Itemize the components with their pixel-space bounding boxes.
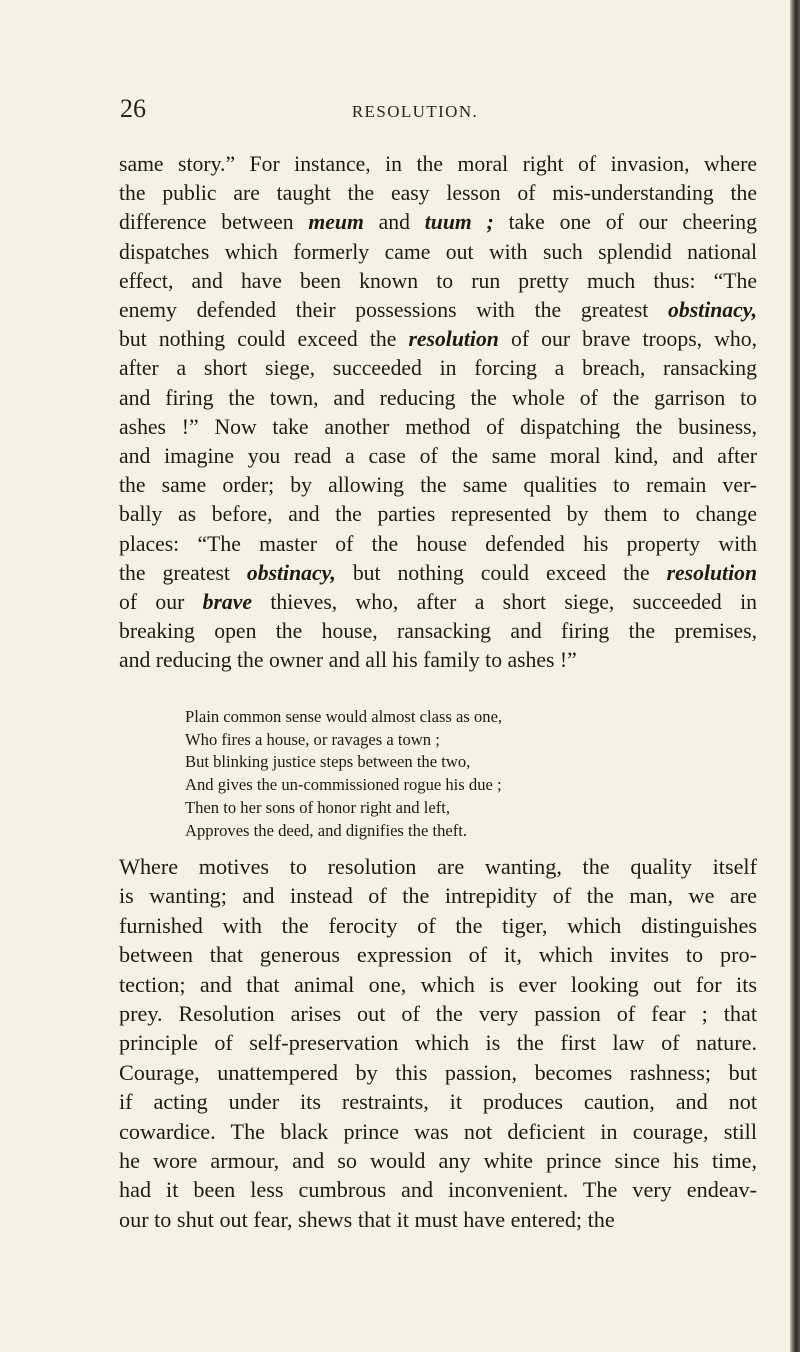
verse-line: Who fires a house, or ravages a town ; (185, 729, 440, 749)
paragraph1-line: effect, and have been known to run pretty much thus: “The (119, 268, 757, 293)
paragraph1-line: ashes !” Now take another method of dispatching the business, (119, 414, 757, 439)
paragraph2-line: cowardice. The black prince was not deficient in courage, still (119, 1118, 757, 1144)
paragraph2-line: between that generous expression of it, which invites to pro- (119, 942, 757, 968)
verse-line: Then to her sons of honor right and left, (185, 797, 450, 817)
paragraph1-line: bally as before, and the parties represented by them to change (119, 502, 757, 527)
paragraph1-line: the public are taught the easy lesson of mis-understanding the (119, 181, 757, 206)
paragraph1-line: places: “The master of the house defended his property with (119, 531, 757, 556)
paragraph1-line: after a short siege, succeeded in forcing a breach, ransacking (119, 356, 757, 381)
verse-line: Approves the deed, and dignifies the theft. (185, 820, 468, 840)
page-number: 26 (120, 94, 146, 123)
paragraph2-line: our to shut out fear, shews that it must have entered; the (119, 1206, 615, 1232)
paragraph1-line: of our brave thieves, who, after a short siege, succeeded in (119, 590, 757, 615)
paragraph2-line: principle of self-preservation which is the first law of nature. (119, 1030, 757, 1056)
paragraph2-line: Where motives to resolution are wanting, the quality itself (119, 854, 757, 879)
paragraph1-line: and imagine you read a case of the same moral kind, and after (119, 444, 757, 469)
paragraph2-line: is wanting; and instead of the intrepidity of the man, we are (119, 883, 757, 909)
verse-quotation (185, 706, 705, 842)
paragraph2-line: prey. Resolution arises out of the very passion of fear ; that (119, 1001, 757, 1027)
paragraph1-line: and reducing the owner and all his family to ashes !” (119, 648, 577, 673)
verse-line: Plain common sense would almost class as one, (185, 707, 503, 726)
paragraph1-line: same story.” For instance, in the moral right of invasion, where (119, 152, 757, 176)
verse-line: And gives the un-commissioned rogue his due ; (185, 775, 502, 795)
paragraph2-line: furnished with the ferocity of the tiger, which distinguishes (119, 912, 757, 938)
paragraph2-line: tection; and that animal one, which is ever looking out for its (119, 971, 757, 997)
paragraph1-line: dispatches which formerly came out with such splendid national (119, 239, 757, 264)
paragraph1-line: but nothing could exceed the resolution of our brave troops, who, (119, 327, 757, 352)
paragraph2-line: had it been less cumbrous and inconvenient. The very endeav- (119, 1177, 757, 1203)
page-edge-shadow (790, 0, 800, 1352)
paragraph-2 (119, 852, 757, 1234)
paragraph2-line: he wore armour, and so would any white prince since his time, (119, 1148, 757, 1174)
paragraph2-line: Courage, unattempered by this passion, becomes rashness; but (119, 1059, 757, 1085)
verse-line: But blinking justice steps between the two, (185, 752, 471, 772)
paragraph1-line: the same order; by allowing the same qualities to remain ver- (119, 473, 757, 498)
paragraph1-line: difference between meum and tuum ; take one of our cheering (119, 210, 757, 235)
paragraph-1 (119, 150, 757, 676)
running-head: RESOLUTION. (351, 102, 479, 121)
page-header (120, 94, 760, 134)
paragraph2-line: if acting under its restraints, it produces caution, and not (119, 1089, 757, 1115)
paragraph1-line: the greatest obstinacy, but nothing could exceed the resolution (119, 560, 758, 585)
paragraph1-line: and firing the town, and reducing the whole of the garrison to (119, 385, 757, 410)
paragraph1-line: enemy defended their possessions with the greatest obstinacy, (119, 298, 757, 323)
paragraph1-line: breaking open the house, ransacking and firing the premises, (119, 619, 757, 644)
